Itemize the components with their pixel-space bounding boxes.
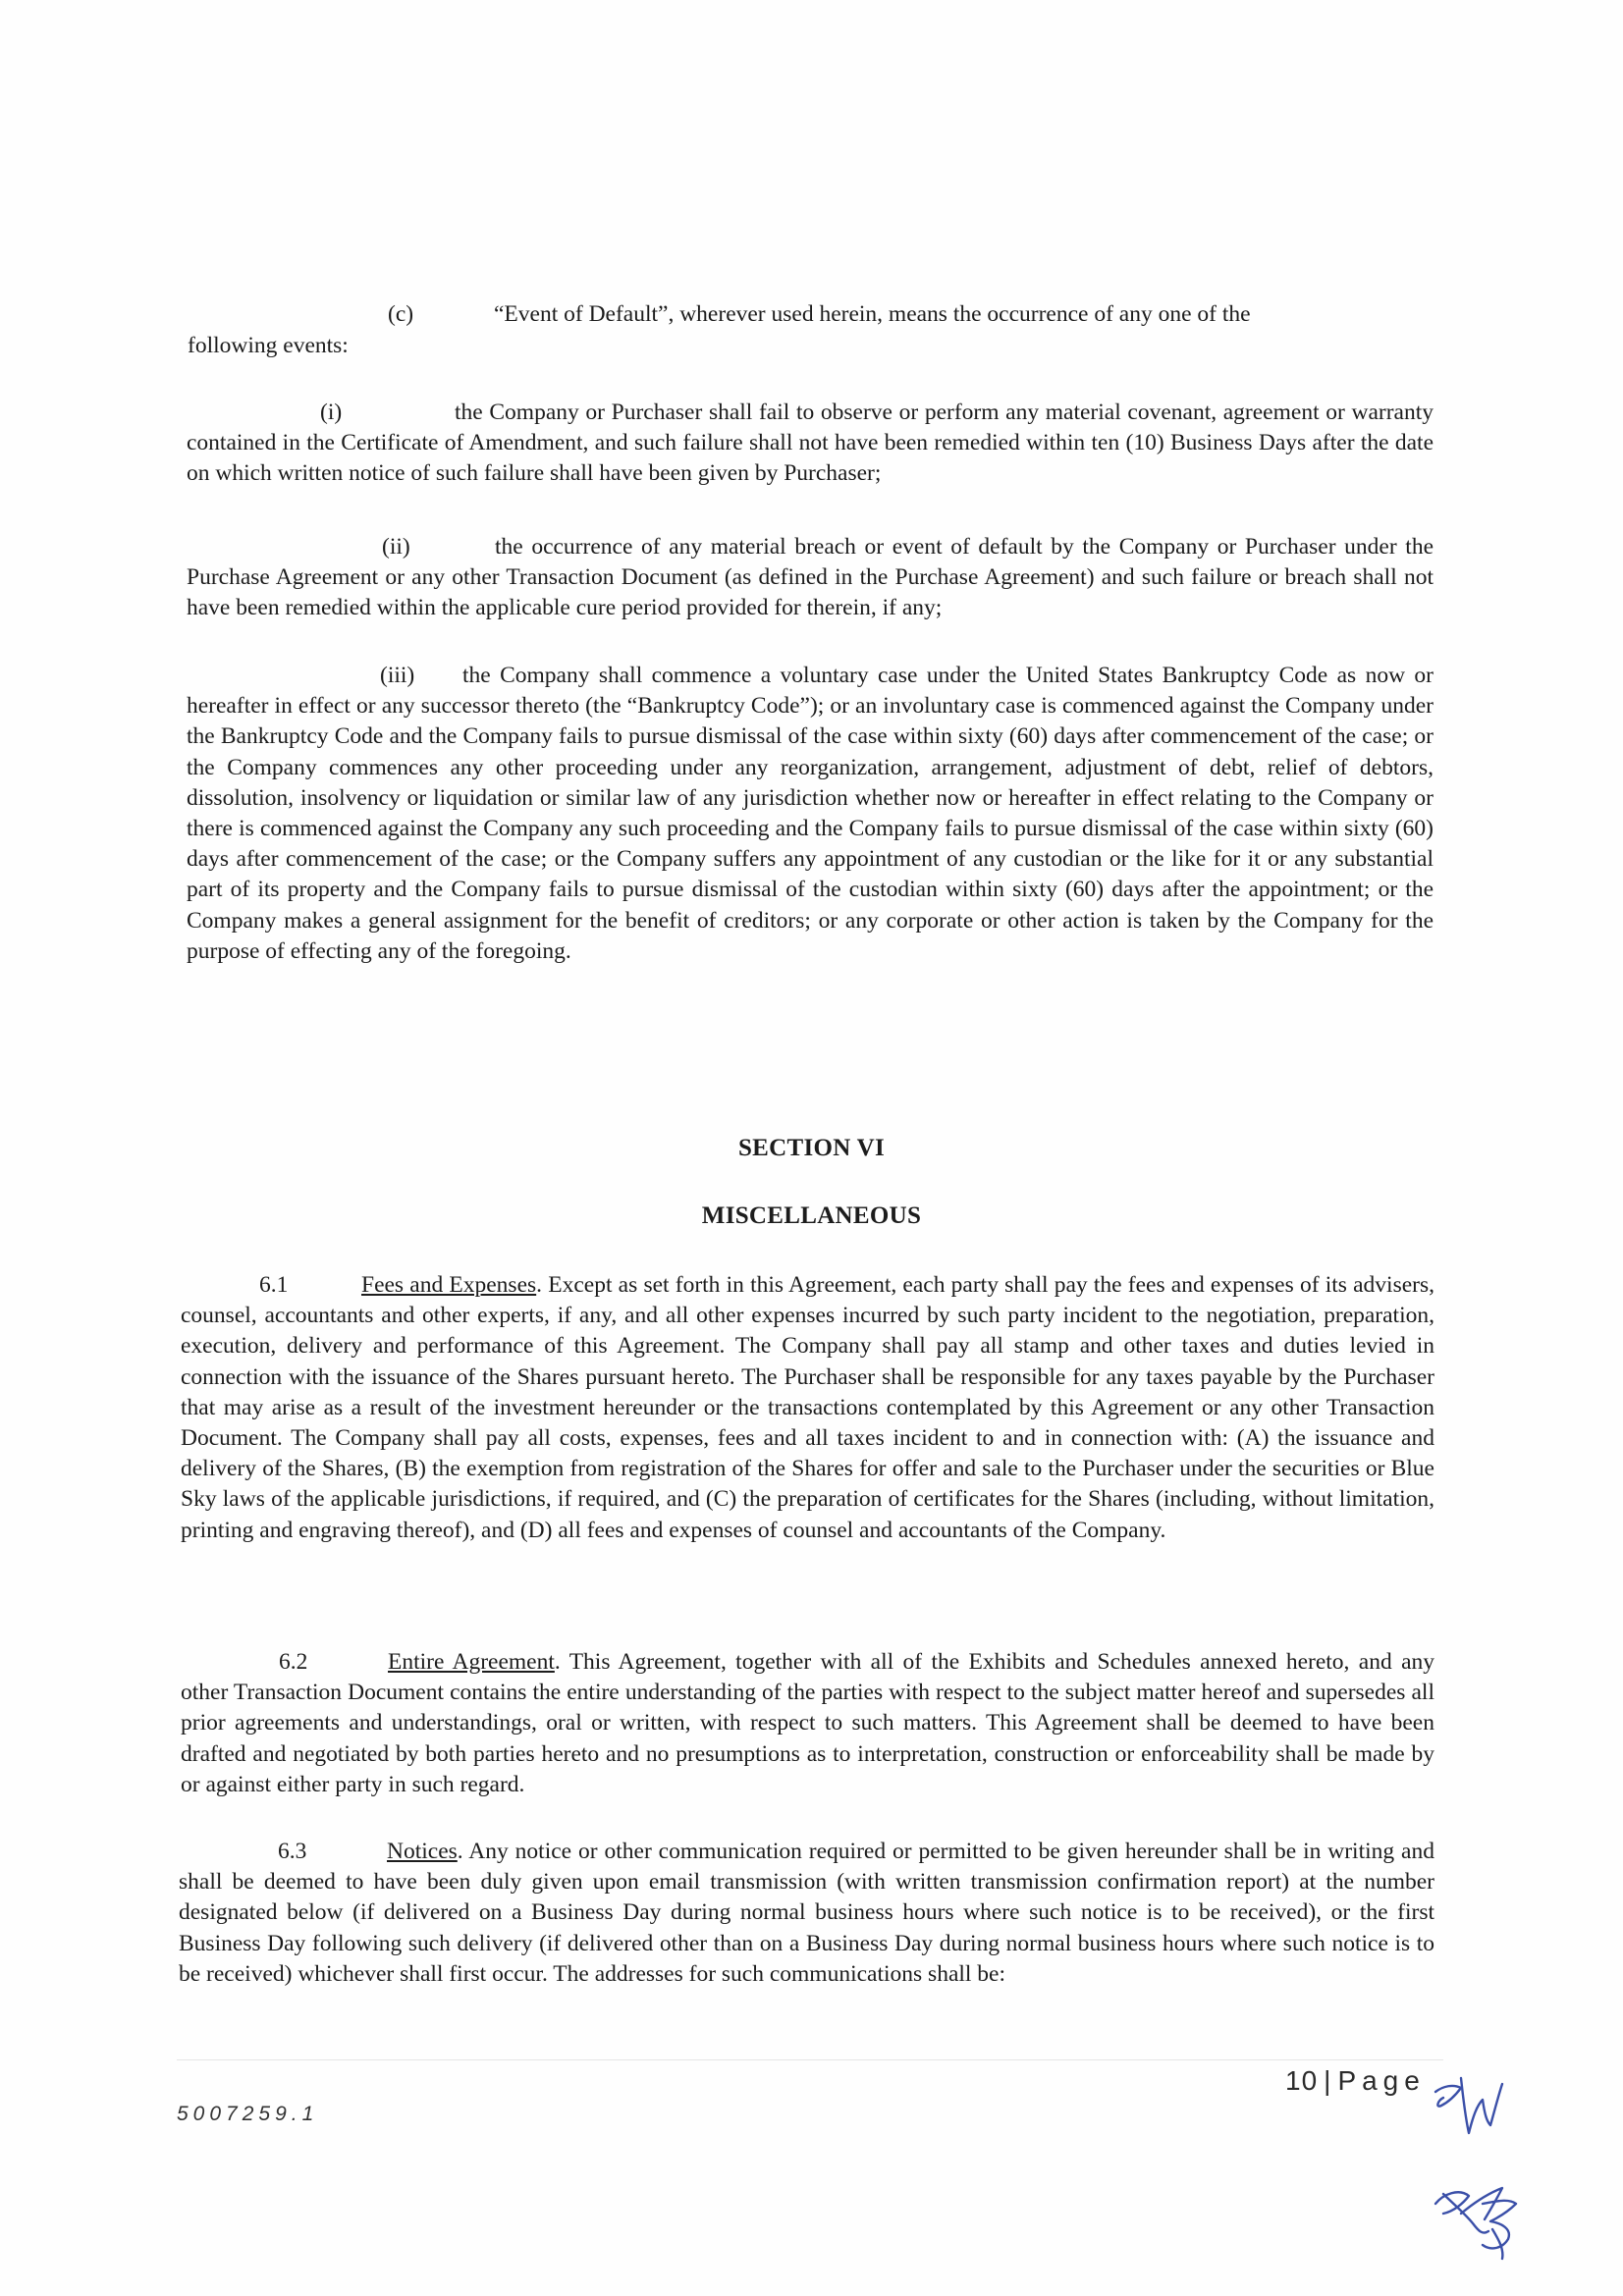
section-6-1-number: 6.1 [259,1272,289,1298]
handwritten-initials-signature [1414,2056,1561,2272]
section-6-2-text: . This Agreement, together with all of the Exhibits and Schedules annexed hereto, and any other Transaction Document contains the entire understanding of the parties with respect to the subject matter hereof and supersedes all prior agreements and understandings, oral or written, with respect to such matters. This Agreement shall be deemed to have been drafted and negotiated by both parties hereto and no presumptions as to interpretation, construction or enforceability shall be made by or against either party in such regard. [181,1649,1434,1797]
section-6-3-title: Notices [387,1839,458,1864]
section-6-1-title: Fees and Expenses [361,1272,537,1298]
section-6-1-text: . Except as set forth in this Agreement, each party shall pay the fees and expenses of its advisers, counsel, accountants and other experts, if any, and all other expenses incurred by such party incident to the negotiation, preparation, execution, delivery and performance of this Agreement. The Company shall pay all stamp and other taxes and duties levied in connection with the issuance of the Shares pursuant hereto. The Purchaser shall be responsible for any taxes payable by the Purchaser that may arise as a result of the investment hereunder or the transactions contemplated by this Agreement or any other Transaction Document. The Company shall pay all costs, expenses, fees and all taxes incident to and in connection with: (A) the issuance and delivery of the Shares, (B) the exemption from registration of the Shares for offer and sale to the Purchaser under the securities or Blue Sky laws of the applicable jurisdictions, if required, and (C) the preparation of certificates for the Shares (including, without limitation, printing and engraving thereof), and (D) all fees and expenses of counsel and accountants of the Company. [181,1272,1434,1543]
clause-c-text: “Event of Default”, wherever used herein, means the occurrence of any one of the [494,301,1251,327]
section-6-3 [179,1837,1434,1990]
section-6-2 [181,1647,1434,1800]
initials-ink-strokes [1435,2078,1516,2259]
section-6-1 [181,1270,1434,1546]
clause-iii-label: (iii) [380,663,415,688]
page-word: Page [1337,2065,1426,2096]
section-title-heading: MISCELLANEOUS [701,1202,922,1229]
clause-ii-text: the occurrence of any material breach or event of default by the Company or Purchaser under the Purchase Agreement or any other Transaction Document (as defined in the Purchase Agreement) and such failure or breach shall not have been remedied within the applicable cure period provided for therein, if any; [187,534,1434,621]
clause-i-text: the Company or Purchaser shall fail to observe or perform any material covenant, agreement or warranty contained in the Certificate of Amendment, and such failure shall not have been remedied within ten (10) Business Days after the date on which written notice of such failure shall have been given by Purchaser; [187,400,1434,487]
clause-ii [187,532,1434,624]
clause-c-label: (c) [388,301,414,327]
page-number-value: 10 [1285,2065,1319,2096]
clause-iii [187,661,1434,967]
clause-i-label: (i) [320,400,343,425]
page-number-separator: | [1324,2065,1332,2096]
section-6-3-number: 6.3 [278,1839,307,1864]
clause-c-text-continued: following events: [188,333,349,358]
section-6-2-number: 6.2 [279,1649,308,1675]
clause-iii-text: the Company shall commence a voluntary case under the United States Bankruptcy Code as now or hereafter in effect or any successor thereto (the “Bankruptcy Code”); or an involuntary case is commenced against the Company under the Bankruptcy Code and the Company fails to pursue dismissal of the case within sixty (60) days after commencement of the case; or the Company commences any other proceeding under any reorganization, arrangement, adjustment of debt, relief of debtors, dissolution, insolvency or liquidation or similar law of any jurisdiction whether now or hereafter in effect relating to the Company or there is commenced against the Company any such proceeding and the Company fails to pursue dismissal of the case within sixty (60) days after commencement of the case; or the Company suffers any appointment of any custodian or the like for it or any substantial part of its property and the Company fails to pursue dismissal of the custodian within sixty (60) days after the appointment; or the Company makes a general assignment for the benefit of creditors; or any corporate or other action is taken by the Company for the purpose of effecting any of the foregoing. [187,663,1434,964]
clause-i [187,398,1434,490]
document-number: 5007259.1 [177,2103,319,2125]
section-6-3-text: . Any notice or other communication required or permitted to be given hereunder shall be in writing and shall be deemed to have been duly given upon email transmission (with written transmission confirmation report) at the number designated below (if delivered on a Business Day during normal business hours where such notice is to be received), or the first Business Day following such delivery (if delivered other than on a Business Day during normal business hours where such notice is to be received) whichever shall first occur. The addresses for such communications shall be: [179,1839,1434,1987]
section-number-heading: SECTION VI [737,1135,886,1161]
footer-divider [177,2059,1443,2060]
page-number [1285,2065,1426,2097]
section-6-2-title: Entire Agreement [388,1649,555,1675]
clause-ii-label: (ii) [382,534,410,560]
